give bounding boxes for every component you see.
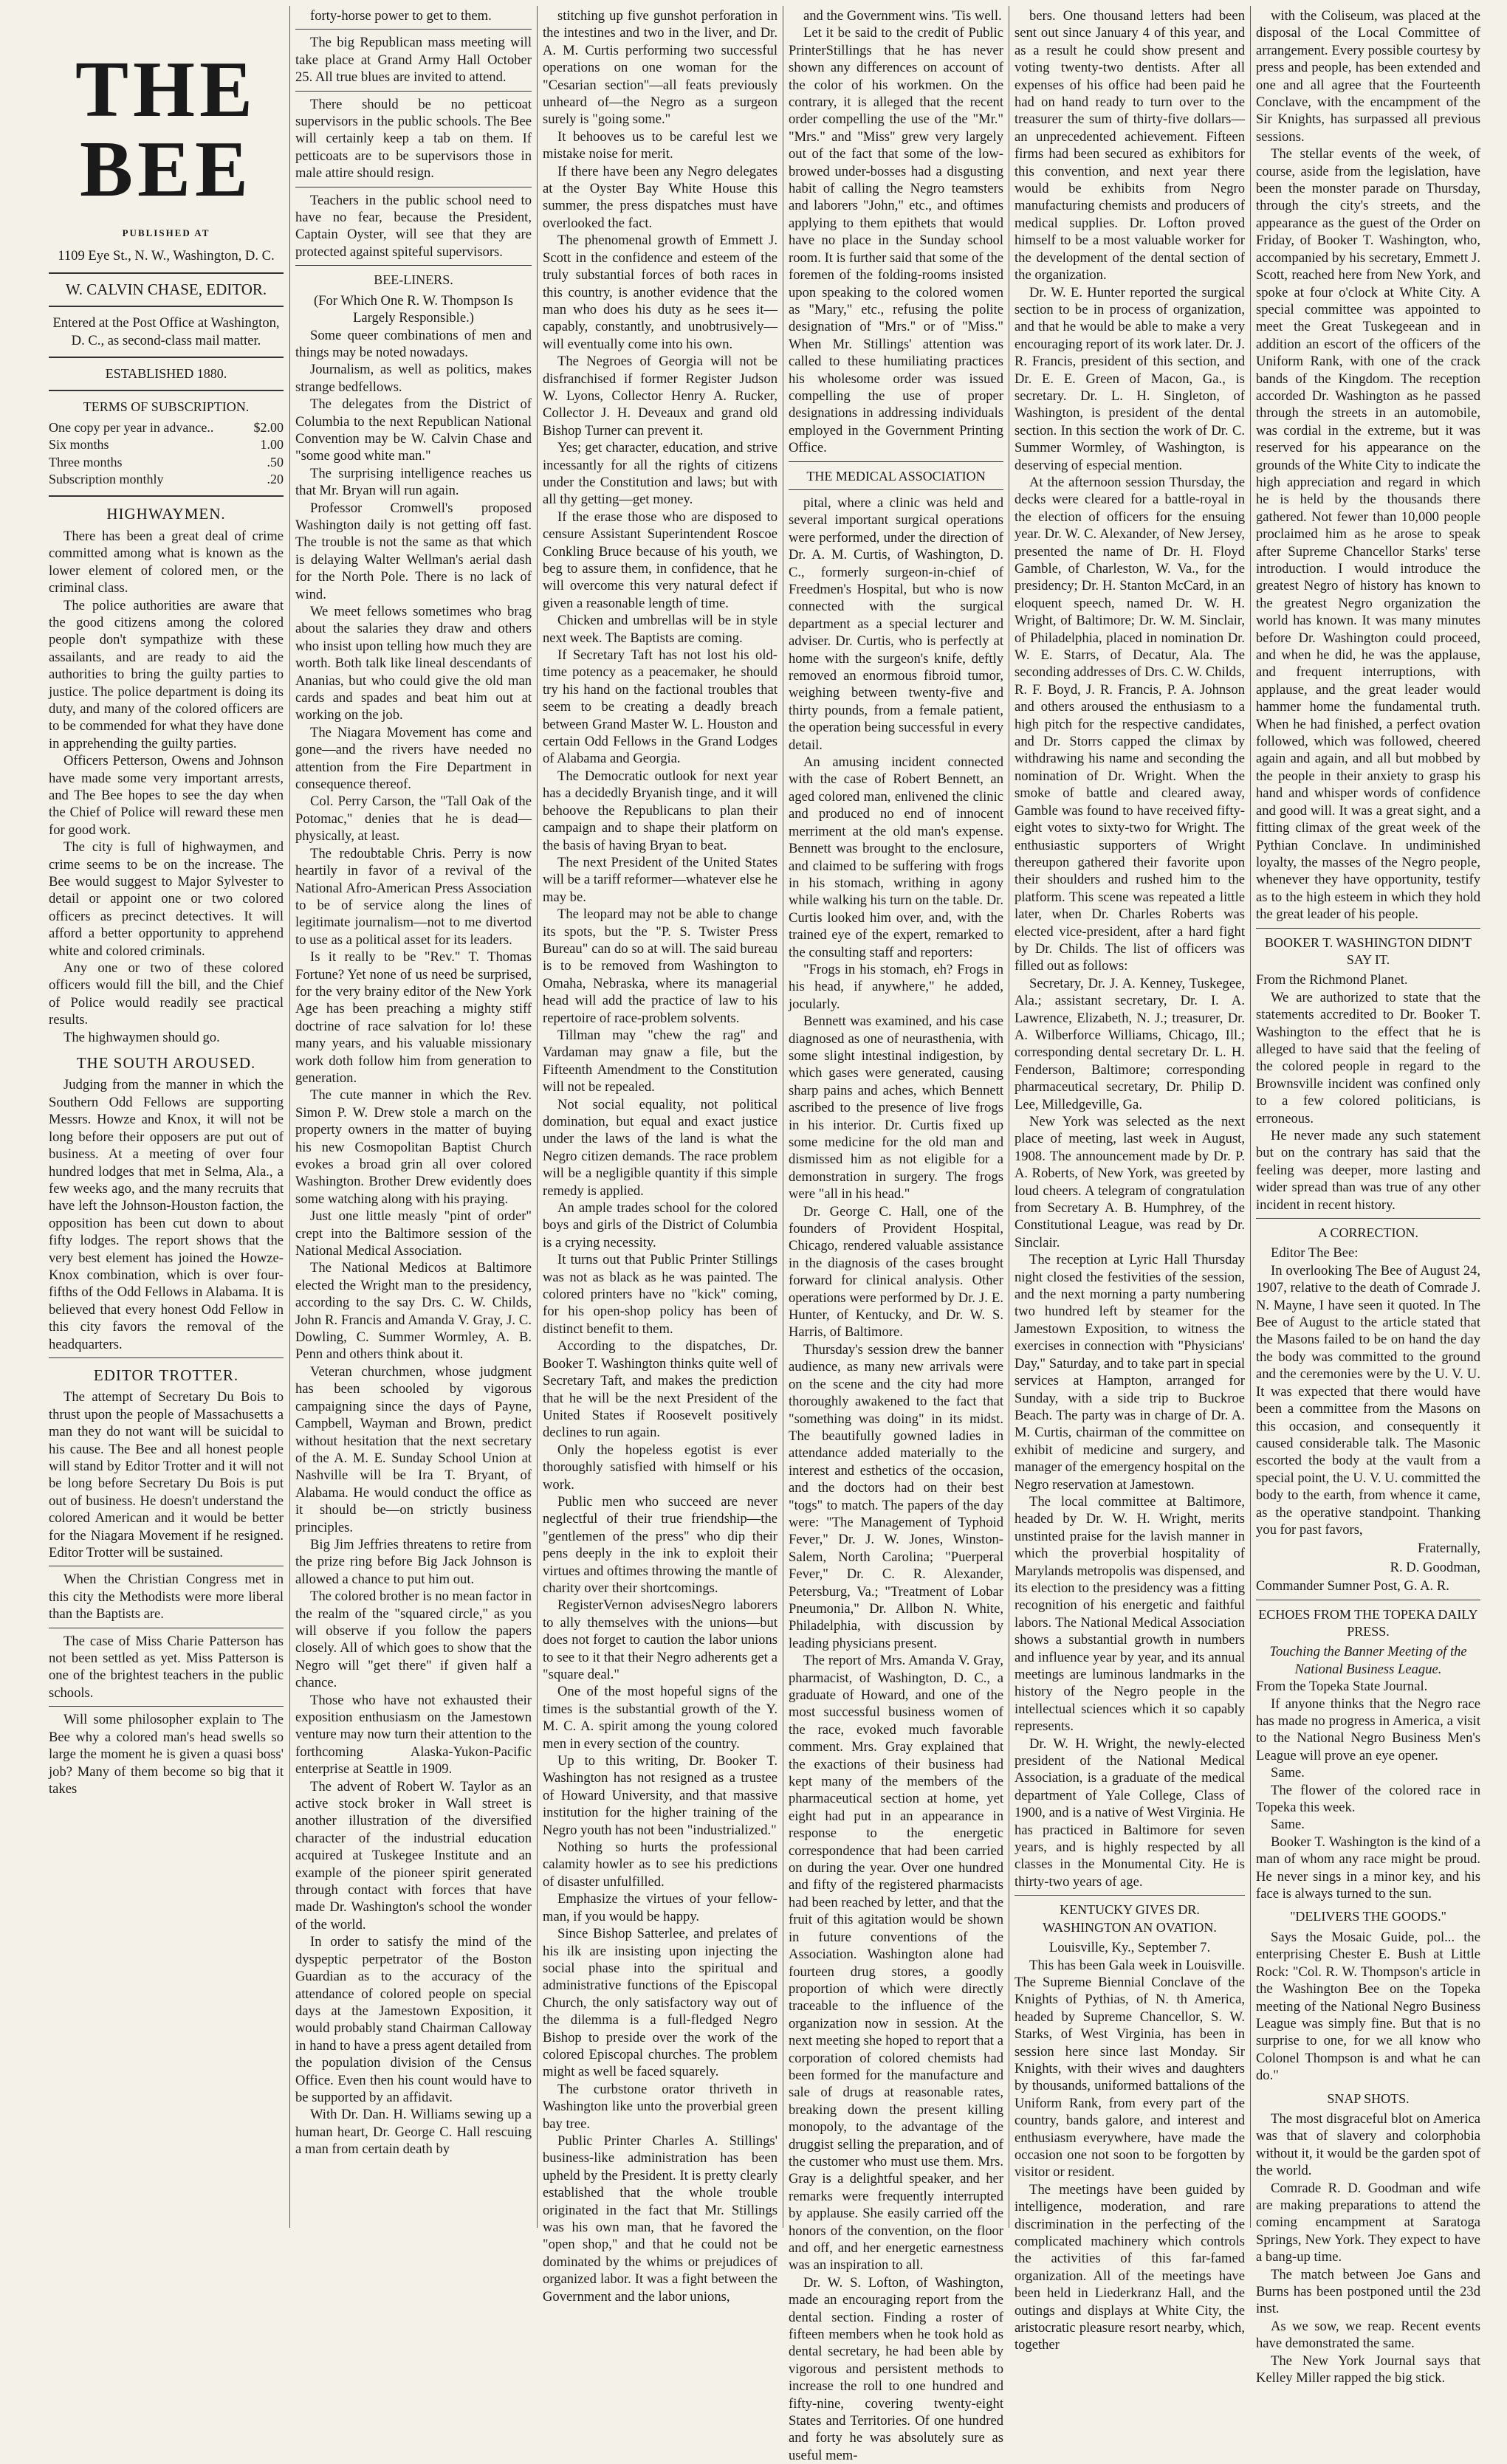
article-paragraph: It turns out that Public Printer Stillings was not as black as he was painted. The colored printers have no "kick" coming, for his open-shop policy has been of distinct benefit to them. <box>543 1252 777 1337</box>
article-paragraph: The match between Joe Gans and Burns has been postponed until the 23d inst. <box>1256 2266 1480 2317</box>
editor-line: W. CALVIN CHASE, EDITOR. <box>65 280 267 298</box>
article-paragraph: Not social equality, not political domination, but equal and exact justice under the laws of the land is what the Negro citizen demands. The race problem will be a negligible quantity if this simple remedy is applied. <box>543 1096 777 1199</box>
entered-notice: Entered at the Post Office at Washington, D. C., as second-class mail matter. <box>52 315 280 348</box>
article-paragraph: With Dr. Dan. H. Williams sewing up a human heart, Dr. George C. Hall rescuing a man from certain death by <box>295 2107 532 2158</box>
article-paragraph: Nothing so hurts the professional calamity howler as to see his predictions of disaster unfulfilled. <box>543 1840 777 1890</box>
column-5 <box>1010 7 1249 2353</box>
article-paragraph: If anyone thinks that the Negro race has made no progress in America, a visit to the National Negro Business Men's League will prove an eye opener. <box>1256 1696 1480 1763</box>
signature-line: R. D. Goodman, <box>1390 1559 1480 1575</box>
article-paragraph: Editor The Bee: <box>1271 1245 1359 1262</box>
article-paragraph: If there have been any Negro delegates at the Oyster Bay White House this summer, the press dispatches must have overlooked the fact. <box>543 163 777 231</box>
terms-row: Subscription monthly .20 <box>49 472 284 487</box>
article-paragraph: forty-horse power to get to them. <box>310 8 492 24</box>
article-paragraph: Same. <box>1271 1817 1305 1833</box>
article-paragraph: with the Coliseum, was placed at the disposal of the Local Committee of arrangement. Every possible courtesy by press and people, has been extended and one and all agree that the Fourteenth Conclave, with the encampment of the Sir Knights, has surpassed all previous sessions. <box>1256 8 1480 145</box>
article-title: BEE-LINERS. <box>374 272 453 288</box>
article-paragraph: The city is full of highwaymen, and crime seems to be on the increase. The Bee would suggest to Major Sylvester to detail or appoint one or two colored officers as precinct detectives. It will afford a better opportunity to apprehend white and colored criminals. <box>49 839 284 959</box>
article-paragraph: In order to satisfy the mind of the dyspeptic perpetrator of the Boston Guardian as to the accuracy of the attendance of colored people on special days at the Jamestown Exposition, it would probably stand Chairman Calloway in hand to have a press agent detailed from the population division of the Census Office. Even then his count would have to be supported by an affidavit. <box>295 1934 532 2105</box>
article-paragraph: The meetings have been guided by intelligence, moderation, and rare discrimination in the perfecting of the complicated machinery which controls the activities of this far-famed organization. All of the meetings have been held in Liederkranz Hall, and the outings and displays at White City, the aristocratic pleasure resort nearby, which, together <box>1015 2181 1245 2353</box>
article-paragraph: We are authorized to state that the statements accredited to Dr. Booker T. Washington to the effect that he is alleged to have said that the feeling of the colored people in regard to the Brownsville incident was confined only to a few colored politicians, is erroneous. <box>1256 989 1480 1126</box>
article-paragraph: Booker T. Washington is the kind of a man of whom any race might be proud. He never sings in a minor key, and his face is always turned to the sun. <box>1256 1834 1480 1902</box>
article-paragraph: The advent of Robert W. Taylor as an active stock broker in Wall street is another illustration of the diversified character of the industrial education acquired at Tuskegee Institute and an example of the pioneer spirit generated through contact with forces that have made Dr. Washington's school the wonder of the world. <box>295 1778 532 1933</box>
article-paragraph: The police authorities are aware that the good citizens among the colored people don't sympathize with these assailants, and are ready to aid the authorities to bring the guilty parties to justice. The police department is doing its duty, and many of the colored officers are to be commended for what they have done in apprehending the guilty parties. <box>49 597 284 751</box>
terms-title: TERMS OF SUBSCRIPTION. <box>83 399 250 415</box>
article-paragraph: Emphasize the virtues of your fellow-man, if you would be happy. <box>543 1891 777 1924</box>
terms-row: Three months .50 <box>49 454 284 469</box>
article-title: THE MEDICAL ASSOCIATION <box>806 468 986 483</box>
article-paragraph: Says the Mosaic Guide, pol... the enterprising Chester E. Bush at Little Rock: "Col. R. W. Thompson's article in the Washington Bee on the Topeka meeting of the National Negro Business League was simply fine. But that is no surprise to one, for we all know who Colonel Thompson is and what he can do." <box>1256 1929 1480 2084</box>
article-paragraph: The redoubtable Chris. Perry is now heartily in favor of a revival of the National Afro-American Press Association to be of service along the lines of legitimate journalism—not to me divertod to use as a political asset for its leaders. <box>295 845 532 948</box>
article-paragraph: Public men who succeed are never neglectful of their true friendship—the "gentlemen of the press" who dip their pens deeply in the ink to exploit their virtues and oftimes throwing the mantle of charity over their shortcomings. <box>543 1493 777 1596</box>
article-paragraph: The local committee at Baltimore, headed by Dr. W. H. Wright, merits unstinted praise for the lavish manner in which the proverbial hospitality of Marylands metropolis was dispensed, and its election to the presidency was a fitting recognition of his energetic and faithful labors. The National Medical Association shows a substantial growth in numbers and influence year by year, and its annual meetings are luminous landmarks in the history of the Negro people in the intellectual sciences which it so capably represents. <box>1015 1493 1245 1735</box>
article-title: ECHOES FROM THE TOPEKA DAILY PRESS. <box>1258 1606 1478 1639</box>
column-2 <box>291 7 536 2226</box>
article-paragraph: The Democratic outlook for next year has a decidedly Bryanish tinge, and it will behoove the Republicans to plan their campaign and to shape their platform on the basis of having Bryan to beat. <box>543 768 777 853</box>
article-paragraph: The curbstone orator thriveth in Washington like unto the proverbial green bay tree. <box>543 2081 777 2132</box>
article-title: BOOKER T. WASHINGTON DIDN'T SAY IT. <box>1265 935 1472 967</box>
column-6 <box>1252 7 1485 2386</box>
article-paragraph: The cute manner in which the Rev. Simon P. W. Drew stole a march on the property owners in the matter of buying his new Cosmopolitan Baptist Church evokes a broad grin all over colored Washington. Brother Drew evidently does some watching along with his praying. <box>295 1087 532 1207</box>
column-1 <box>44 7 288 2226</box>
article-paragraph: Big Jim Jeffries threatens to retire from the prize ring before Big Jack Johnson is allowed a chance to put him out. <box>295 1536 532 1587</box>
column-rule <box>1250 6 1251 2228</box>
article-title: A CORRECTION. <box>1317 1225 1418 1241</box>
article-paragraph: Dr. W. H. Wright, the newly-elected president of the National Medical Association, is a graduate of the medical department of Yale College, Class of 1900, and is a native of West Virginia. He has practiced in Baltimore for seven years, and is highly respected by all classes in the Monumental City. He is thirty-two years of age. <box>1015 1735 1245 1890</box>
article-paragraph: He never made any such statement but on the contrary has said that the feeling was deeper, more lasting and wider spread than was true of any other incident in recent history. <box>1256 1128 1480 1213</box>
article-paragraph: The flower of the colored race in Topeka this week. <box>1256 1782 1480 1816</box>
article-paragraph: We meet fellows sometimes who brag about the salaries they draw and others who insist upon telling how much they are worth. Both talk like lineal descendants of Ananias, but who could give the old man cards and spades and beat him out at working on the job. <box>295 604 532 723</box>
article-title: EDITOR TROTTER. <box>93 1366 239 1384</box>
article-paragraph: Chicken and umbrellas will be in style next week. The Baptists are coming. <box>543 613 777 646</box>
article-paragraph: Up to this writing, Dr. Booker T. Washington has not resigned as a trustee of Howard University, and that massive institution for the higher training of the Negro youth has not been "industrialized." <box>543 1753 777 1838</box>
article-paragraph: Some queer combinations of men and things may be noted nowadays. <box>295 327 532 360</box>
article-paragraph: Let it be said to the credit of Public PrinterStillings that he has never shown any differences on account of the color of his workmen. On the contrary, it is alleged that the recent order compelling the use of the "Mr." "Mrs." and "Miss" grew very largely out of the fact that some of the low-browed under-bosses had a disgusting habit of calling the Negro teamsters and laborers "John," etc., and oftimes applying to them epithets that would have no place in the Sunday school room. It is further said that some of the foremen of the folding-rooms insisted upon speaking to the colored women as "Mary," etc., refusing the polite designation of "Mrs." or of "Miss." When Mr. Stillings' attention was called to these humiliating practices his wholesome order was issued compelling the use of proper designations in addressing individuals employed in the Government Printing Office. <box>789 25 1003 456</box>
column-4 <box>784 7 1008 2463</box>
article-paragraph: bers. One thousand letters had been sent out since January 4 of this year, and as a result he could show present and voting twenty-two dentists. After all expenses of his office had been paid he had on hand ready to turn over to the treasurer the sum of thirty-five dollars—an unprecedented achievement. Fifteen firms had been secured as exhibitors for this convention, and next year there would be exhibits from Negro manufacturing chemists and producers of medical supplies. Dr. Lofton proved himself to be a most valuable worker for the development of the dental section of the organization. <box>1015 8 1245 283</box>
article-paragraph: Journalism, as well as politics, makes strange bedfellows. <box>295 362 532 395</box>
article-paragraph: The New York Journal says that Kelley Miller rapped the big stick. <box>1256 2353 1480 2386</box>
article-subtitle: Touching the Banner Meeting of the National Business League. <box>1269 1644 1467 1677</box>
article-paragraph: It behooves us to be careful lest we mistake noise for merit. <box>543 128 777 162</box>
article-paragraph: Bennett was examined, and his case diagnosed as one of neurasthenia, with some slight intestinal indigestion, by which gases were generated, causing sharp pains and aches, which Bennett ascribed to the presence of live frogs in his interior. Dr. Curtis fixed up some medicine for the old man and dismissed him as not eligible for a demonstration in surgery. The frogs were "all in his head." <box>789 1014 1003 1202</box>
published-at: PUBLISHED AT <box>122 227 210 238</box>
article-paragraph: Secretary, Dr. J. A. Kenney, Tuskegee, Ala.; assistant secretary, Dr. I. A. Lawrence, Elizabeth, N. J.; treasurer, Dr. A. Wilberforce Williams, Chicago, Ill.; corresponding dental secretary Dr. L. H. Fenderson, Baltimore; corresponding pharmaceutical secretary, Dr. Philip D. Lee, Milledgeville, Ga. <box>1015 975 1245 1112</box>
article-paragraph: "Frogs in his stomach, eh? Frogs in his head, if anywhere," he added, jocularly. <box>789 961 1003 1012</box>
article-paragraph: The attempt of Secretary Du Bois to thrust upon the people of Massachusetts a man they do not want will be suicidal to his cause. The Bee and all honest people will stand by Editor Trotter and it will not be long before Secretary Du Bois is put out of business. He doesn't understand the colored American and it would be better for the Niagara Movement if he resigned. Editor Trotter will be sustained. <box>49 1389 284 1561</box>
address: 1109 Eye St., N. W., Washington, D. C. <box>58 248 275 264</box>
article-paragraph: Judging from the manner in which the Southern Odd Fellows are supporting Messrs. Howze and Knox, it will not be long before their opposers are put out of business. At a meeting of over four hundred lodges that met in Selma, Ala., a few weeks ago, and the many recruits that have left the Johnson-Houston faction, the opposition has been cut down to about fifty lodges. The report shows that the very best element has joined the Howze-Knox combination, which is over four-fifths of the Odd Fellows in Alabama. It is believed that every honest Odd Fellow in this city favors the removal of the headquarters. <box>49 1077 284 1352</box>
article-paragraph: The Negroes of Georgia will not be disfranchised if former Register Judson W. Lyons, Collector Henry A. Rucker, Collector J. H. Deveaux and grand old Bishop Turner can prevent it. <box>543 354 777 438</box>
article-paragraph: Yes; get character, education, and strive incessantly for all the rights of citizens under the Constitution and laws; but with all thy getting—get money. <box>543 440 777 508</box>
article-paragraph: The case of Miss Charie Patterson has not been settled as yet. Miss Patterson is one of the brightest teachers in the public schools. <box>49 1633 284 1701</box>
article-paragraph: New York was selected as the next place of meeting, last week in August, 1908. The announcement made by Dr. P. A. Roberts, of New York, was greeted by loud cheers. A telegram of congratulation from Secretary A. B. Humphrey, of the Constitutional League, was read by Dr. Sinclair. <box>1015 1114 1245 1250</box>
article-title: "DELIVERS THE GOODS." <box>1290 1909 1446 1924</box>
column-3 <box>538 7 782 2305</box>
article-paragraph: As we sow, we reap. Recent events have demonstrated the same. <box>1256 2318 1480 2352</box>
article-paragraph: pital, where a clinic was held and several important surgical operations were performed, under the direction of Dr. A. M. Curtis, of Washington, D. C., formerly surgeon-in-chief of Freedmen's Hospital, but who is now connected with the surgical department as a special lecturer and adviser. Dr. Curtis, who is perfectly at home with the surgeon's knife, deftly removed an enormous fibroid tumor, weighing between twenty-five and thirty pounds, from a female patient, the operation being successful in every detail. <box>789 495 1003 753</box>
article-paragraph: RegisterVernon advisesNegro laborers to ally themselves with the unions—but does not forget to caution the labor unions to see to it that their Negro adherents get a "square deal." <box>543 1597 777 1682</box>
established-line: ESTABLISHED 1880. <box>105 366 227 382</box>
article-paragraph: Just one little measly "pint of order" crept into the Baltimore session of the National Medical Association. <box>295 1208 532 1259</box>
article-paragraph: Dr. George C. Hall, one of the founders of Provident Hospital, Chicago, rendered valuable assistance in the diagnosis of the cases brought forward for clinical analysis. Other operations were performed by Dr. J. E. Hunter, of Kentucky, and Dr. W. S. Harris, of Baltimore. <box>789 1203 1003 1341</box>
terms-table <box>49 419 284 489</box>
article-paragraph: The Niagara Movement has come and gone—and the rivers have needed no attention from the Fire Department in consequence thereof. <box>295 724 532 793</box>
article-paragraph: Thursday's session drew the banner audience, as many new arrivals were on the scene and the city had more thoroughly awakened to the fact that "something was doing" in its midst. The beautifully gowned ladies in attendance added materially to the interest and esthetics of the occasion, and the doctors had on their best "togs" to match. The papers of the day were: "The Management of Typhoid Fever," Dr. J. W. Jones, Winston-Salem, North Carolina; "Puerperal Fever," Dr. C. R. Alexander, Petersburg, Va.; "Treatment of Lobar Pneumonia," Dr. Allbon N. White, Philadelphia, with discussion by leading physicians present. <box>789 1341 1003 1651</box>
article-paragraph: The leopard may not be able to change its spots, but the "P. S. Twister Press Bureau" can do so at will. The said bureau is to be removed from Washington to Omaha, Nebraska, where its managerial head will add the practice of law to his repertoire of race-problem solvents. <box>543 906 777 1026</box>
article-dateline: Louisville, Ky., September 7. <box>1048 1940 1211 1956</box>
article-paragraph: The reception at Lyric Hall Thursday night closed the festivities of the session, and the next morning a party numbering two hundred left by steamer for the Jamestown Exposition, to witness the exercises in connection with "Physicians' Day," Saturday, and to take part in special services at Hampton, arranged for Sunday, with a side trip to Buckroe Beach. The party was in charge of Dr. A. M. Curtis, chairman of the committee on exhibit of medicine and surgery, and manager of the emergency hospital on the Negro reservation at Jamestown. <box>1015 1252 1245 1493</box>
article-paragraph: Since Bishop Satterlee, and prelates of his ilk are insisting upon injecting the social phase into the spiritual and administrative functions of the Episcopal Church, the only satisfactory way out of the dilemma is a full-fledged Negro Bishop to preside over the work of the colored Episcopal churches. The problem might as well be faced squarely. <box>543 1926 777 2080</box>
article-paragraph: This has been Gala week in Louisville. The Supreme Biennial Conclave of the Knights of Pythias, of N. th America, headed by Supreme Chancellor, S. W. Starks, of West Virginia, has been in session here since last Monday. Sir Knights, with their wives and daughters by thousands, uniformed battalions of the Uniform Rank, from every part of the country, bands galore, and interest and enthusiasm everywhere, have made the occasion one not soon to be forgotten by visitor or resident. <box>1015 1957 1245 2181</box>
article-title: SNAP SHOTS. <box>1327 2090 1410 2106</box>
article-paragraph: There should be no petticoat supervisors in the public schools. The Bee will certainly keep a tab on them. If petticoats are to be supervisors those in male attire should resign. <box>295 96 532 182</box>
article-paragraph: According to the dispatches, Dr. Booker T. Washington thinks quite well of Secretary Taft, and makes the prediction that he will be the next President of the United States if Roosevelt positively declines to run again. <box>543 1338 777 1441</box>
article-paragraph: If the erase those who are disposed to censure Assistant Superintendent Roscoe Conkling Bruce because of his youth, we beg to assure them, in confidence, that he will overcome this very natural defect if given a reasonable length of time. <box>543 509 777 611</box>
article-paragraph: The surprising intelligence reaches us that Mr. Bryan will run again. <box>295 465 532 499</box>
article-paragraph: At the afternoon session Thursday, the decks were cleared for a battle-royal in the election of officers for the ensuing year. Dr. W. C. Alexander, of New Jersey, presented the name of Dr. H. Floyd Gamble, of Charleston, W. Va., for the presidency; Dr. H. Stanton McCard, in an eloquent speech, named Dr. W. H. Wright, of Baltimore; Dr. W. M. Sinclair, of Philadelphia, placed in nomination Dr. W. E. Starrs, of Decatur, Ala. The seconding addresses of Drs. C. W. Childs, R. F. Boyd, J. R. Francis, P. A. Johnson and others aroused the enthusiasm to a high pitch for the respective candidates, and Dr. Storrs capped the climax by withdrawing his name and seconding the nomination of Dr. Wright. When the smoke of battle and cleared away, Gamble was found to have received fifty-eight votes to sixty-two for Wright. The enthusiastic supporters of Wright thereupon gathered their favorite upon their shoulders and rushed him to the platform. This scene was repeated a little later, when Dr. Charles Roberts was elected vice-president, after a hard fight by Dr. Childs. The list of officers was filled out as follows: <box>1015 474 1245 974</box>
article-paragraph: Comrade R. D. Goodman and wife are making preparations to attend the coming encampment at Saratoga Springs, New York. They expect to have a bang-up time. <box>1256 2180 1480 2265</box>
article-title: KENTUCKY GIVES DR. WASHINGTON AN OVATION. <box>1043 1902 1217 1935</box>
article-paragraph: An ample trades school for the colored boys and girls of the District of Columbia is a crying necessity. <box>543 1200 777 1250</box>
article-paragraph: The phenomenal growth of Emmett J. Scott in the confidence and esteem of the truly substantial forces of both races in this country, is another evidence that the man who does his duty as he sees it—capably, constantly, and unobtrusively—will eventually come into his own. <box>543 233 777 352</box>
signature-line: Fraternally, <box>1417 1541 1480 1557</box>
article-paragraph: Professor Cromwell's proposed Washington daily is not getting off fast. The trouble is not the same as that which is delaying Walter Wellman's aerial dash for the North Pole. There is no lack of wind. <box>295 500 532 602</box>
article-paragraph: Public Printer Charles A. Stillings' business-like administration has been upheld by the President. It is pretty clearly established that the whole trouble originated in the fact that Mr. Stillings was his own man, that he favored the "open shop," and that he could not be dominated by the whims or prejudices of organized labor. It was a fight between the Government and the labor unions, <box>543 2133 777 2305</box>
article-paragraph: The colored brother is no mean factor in the realm of the "squared circle," as you will observe if you follow the papers closely. All of which goes to show that the Negro will "get there" if given half a chance. <box>295 1589 532 1691</box>
article-paragraph: stitching up five gunshot perforation in the intestines and two in the liver, and Dr. A. M. Curtis performing two successful operations on one woman for the "Cesarian section"—all feats previously unheard of—the Negro as a surgeon surely is "going some." <box>543 8 777 128</box>
article-paragraph: The next President of the United States will be a tariff reformer—whatever else he may be. <box>543 854 777 905</box>
article-paragraph: Dr. W. S. Lofton, of Washington, made an encouraging report from the dental section. Finding a roster of fifteen members when he took hold as dental secretary, he had been able by vigorous and persistent methods to increase the roll to one hundred and fifty-nine, covering twenty-eight States and Territories. Of one hundred and forty he was absolutely sure as useful mem- <box>789 2274 1003 2463</box>
article-paragraph: In overlooking The Bee of August 24, 1907, relative to the death of Comrade J. N. Mayne, I have seen it quoted. In The Bee of August to the article stated that the Masons failed to be on hand the day the body was committed to the ground and the ceremonies were by the U. V. U. It was expected that there would have been a committee from the Masons on this occasion, and consequently it caused considerable talk. The Masonic escorted the body at the vault from a special point, the U. V. U. committed the body to the earth, from whence it came, as the operative standpoint. Thanking you for past favors, <box>1256 1262 1480 1538</box>
article-paragraph: and the Government wins. 'Tis well. <box>803 8 1002 24</box>
column-rule <box>289 6 290 2228</box>
article-paragraph: Same. <box>1271 1765 1305 1781</box>
article-paragraph: The stellar events of the week, of course, aside from the legislation, have been the monster parade on Thursday, through the city's streets, and the appearance as the guest of the Order on Friday, of Booker T. Washington, who, accompanied by his secretary, Emmett J. Scott, reached here from New York, and spoke at four o'clock at White City. A special committee was appointed to meet the Great Tuskegeean and in addition an escort of the officers of the Uniform Rank, with one of the crack bands of the Kingdom. The reception accorded Dr. Washington as he passed through the streets in an automobile, was cordial in the extreme, but it was reserved for his appearance on the grounds of the White City to indicate the high appreciation and regard in which he is held by the thousands there gathered. Not fewer than 10,000 people proclaimed him as he arose to speak after Supreme Chancellor Starks' terse introduction. I would introduce the greatest Negro of history has known to the greatest Negro organization the world has known. It was many minutes before Dr. Washington could proceed, and when he did, he was the applause, and frequent interruptions, with applause, and the great leader would hammer home the fundamental truth. When he had finished, a perfect ovation followed, which was followed, cheered again and again, and all but mobbed by the people in their anxiety to grasp his hand and whisper words of confidence and good will. It was a great sight, and a fitting climax of the great week of the Pythian Conclave. In undiminished loyalty, the masses of the Negro people, whenever they have opportunity, testify as to the high esteem in which they hold the great leader of his people. <box>1256 146 1480 923</box>
article-paragraph: The most disgraceful blot on America was that of slavery and colorphobia without it, it would be the garden spot of the world. <box>1256 2110 1480 2179</box>
article-source: From the Richmond Planet. <box>1256 972 1408 988</box>
article-paragraph: The delegates from the District of Columbia to the next Republican National Convention may be W. Calvin Chase and "some good white man." <box>295 396 532 464</box>
article-paragraph: One of the most hopeful signs of the times is the substantial growth of the Y. M. C. A. spirit among the young colored men in every section of the country. <box>543 1684 777 1752</box>
masthead-title: THE BEE <box>75 46 258 213</box>
column-rule <box>537 6 538 2228</box>
terms-row: Six months 1.00 <box>49 437 284 452</box>
article-title: HIGHWAYMEN. <box>106 505 226 523</box>
article-paragraph: Will some philosopher explain to The Bee why a colored man's head swells so large the moment he is given a quasi boss' job? Many of them become so big that it takes <box>49 1712 284 1797</box>
article-paragraph: An amusing incident connected with the case of Robert Bennett, an aged colored man, enlivened the clinic and produced no end of innocent merriment at the old man's expense. Bennett was brought to the enclosure, and claimed to be suffering with frogs in his stomach, writhing in agony while walking his turn on the table. Dr. Curtis looked him over, and, with the trained eye of the expert, remarked to the consulting staff and reporters: <box>789 754 1003 960</box>
terms-row: One copy per year in advance.. $2.00 <box>49 419 284 435</box>
article-paragraph: Any one or two of these colored officers would fill the bill, and the Chief of Police would readily see practical results. <box>49 960 284 1028</box>
article-subtitle: (For Which One R. W. Thompson Is Largely Responsible.) <box>314 292 513 326</box>
article-paragraph: When the Christian Congress met in this city the Methodists were more liberal than the Baptists are. <box>49 1572 284 1622</box>
signature-line: Commander Sumner Post, G. A. R. <box>1256 1578 1449 1594</box>
article-paragraph: Only the hopeless egotist is ever thoroughly satisfied with himself or his work. <box>543 1442 777 1493</box>
article-paragraph: There has been a great deal of crime committed among what is known as the lower element of colored men, or the criminal class. <box>49 528 284 596</box>
article-paragraph: The big Republican mass meeting will take place at Grand Army Hall October 25. All true blues are invited to attend. <box>295 35 532 86</box>
article-paragraph: If Secretary Taft has not lost his old-time potency as a peacemaker, he should try his hand on the factional troubles that seem to be creating a deadly breach between Grand Master W. L. Houston and certain Odd Fellows in the Grand Lodges of Alabama and Georgia. <box>543 647 777 767</box>
article-paragraph: Those who have not exhausted their exposition enthusiasm on the Jamestown venture may now turn their attention to the forthcoming Alaska-Yukon-Pacific enterprise at Seattle in 1909. <box>295 1692 532 1778</box>
article-paragraph: The report of Mrs. Amanda V. Gray, pharmacist, of Washington, D. C., a graduate of Howard, and one of the most successful business women of the race, evoked much favorable comment. Mrs. Gray explained that the exactions of their business had kept many of the members of the pharmaceutical section at home, yet eight had put in an appearance in response to the energetic correspondence that had been carried on during the year. Over one hundred and fifty of the registered pharmacists had been reached by letter, and that the fruit of this agitation would be shown in future conventions of the Association. Washington alone had fourteen drug stores, a goodly proportion of which were directly traceable to the influence of the organization now in session. At the next meeting she hoped to report that a corporation of colored chemists had been formed for the manufacture and sale of drugs at reasonable rates, breaking down the present killing monopoly, to the advantage of the druggist selling the preparation, and of the customer who must use them. Mrs. Gray is a delightful speaker, and her remarks were frequently interrupted by applause. She easily carried off the honors of the convention, on the floor and off, and her energetic earnestness was an inspiration to all. <box>789 1653 1003 2274</box>
article-paragraph: The National Medicos at Baltimore elected the Wright man to the presidency, according to the say Drs. C. W. Childs, John R. Francis and Amanda V. Gray, J. C. Dowling, C. Summer Wormley, A. B. Penn and others think about it. <box>295 1260 532 1363</box>
article-paragraph: Tillman may "chew the rag" and Vardaman may gnaw a file, but the Fifteenth Amendment to the Constitution will not be repealed. <box>543 1027 777 1095</box>
article-paragraph: Officers Petterson, Owens and Johnson have made some very important arrests, and The Bee hopes to see the day when the Chief of Police will reward these men for good work. <box>49 753 284 838</box>
article-paragraph: Is it really to be "Rev." T. Thomas Fortune? Yet none of us need be surprised, for the very brainy editor of the New York Age has been preaching a mighty stiff doctrine of race salvation for lo! these many years, and his valuable missionary work doth follow him from generation to generation. <box>295 949 532 1086</box>
article-paragraph: Dr. W. E. Hunter reported the surgical section to be in process of organization, and that he would be able to make a very encouraging report of its work later. Dr. J. R. Francis, president of this section, and Dr. E. E. Green of Macon, Ga., is secretary. Dr. L. H. Singleton, of Washington, is president of the dental section. In this section the work of Dr. C. Summer Wormley, of Washington, is deserving of especial mention. <box>1015 284 1245 473</box>
article-title: THE SOUTH AROUSED. <box>76 1054 256 1073</box>
article-paragraph: Veteran churchmen, whose judgment has been schooled by vigorous campaigning since the days of Payne, Campbell, Wayman and Brown, predict without hesitation that the next secretary of the A. M. E. Sunday School Union at Nashville will be Ira T. Bryant, of Alabama. He would conduct the office as it should be—on strictly business principles. <box>295 1363 532 1535</box>
article-source: From the Topeka State Journal. <box>1256 1679 1428 1695</box>
article-paragraph: Col. Perry Carson, the "Tall Oak of the Potomac," denies that he is dead—physically, at least. <box>295 794 532 844</box>
article-paragraph: Teachers in the public school need to have no fear, because the President, Captain Oyster, will see that they are protected against spiteful supervisors. <box>295 192 532 260</box>
article-paragraph: The highwaymen should go. <box>63 1029 220 1045</box>
